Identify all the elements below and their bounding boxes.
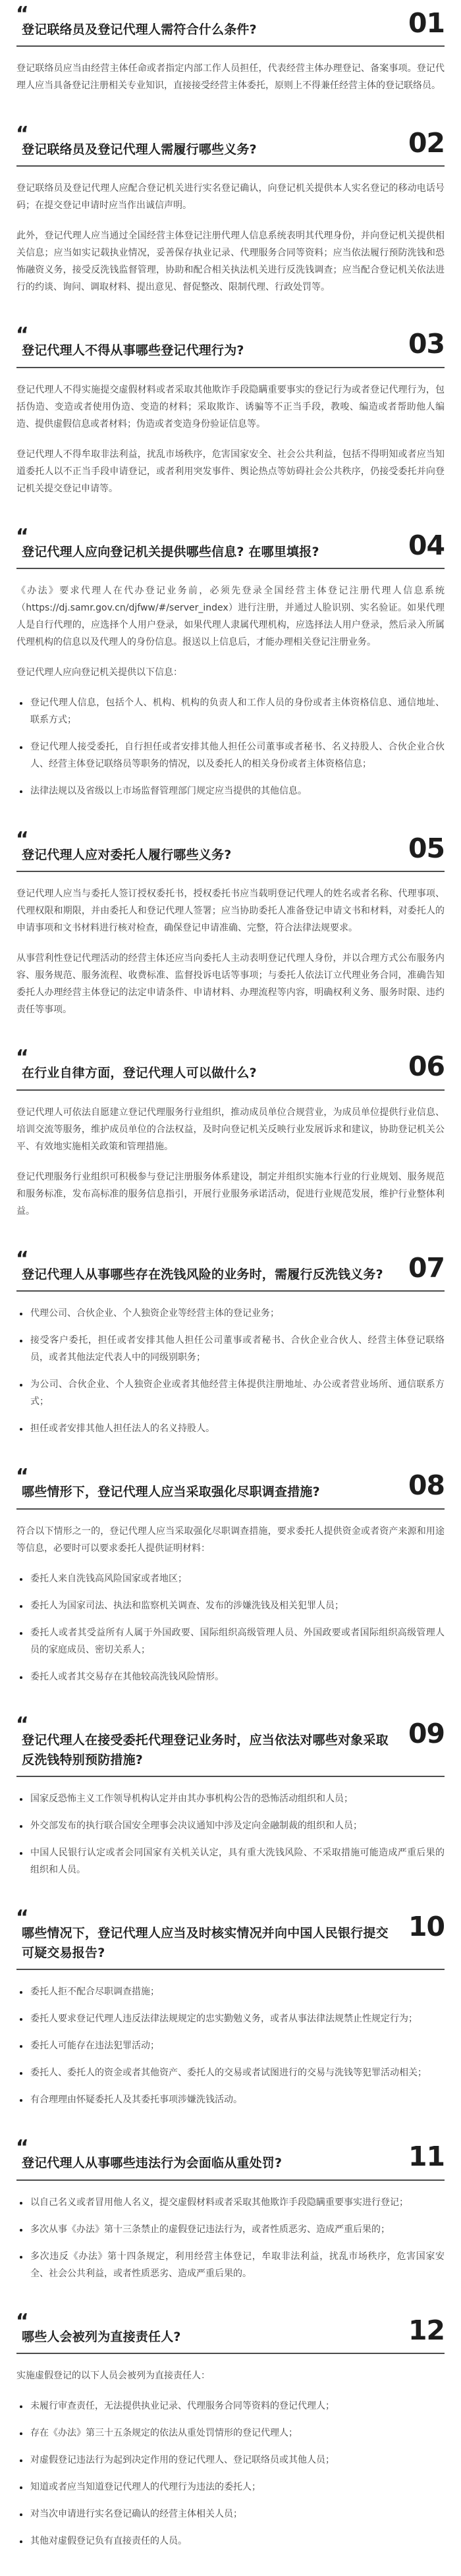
bullet-item: • 存在《办法》第三十五条规定的依法从重处罚情形的登记代理人； xyxy=(29,2425,445,2442)
section-header-left xyxy=(16,1713,399,1770)
paragraph: 登记联络员及登记代理人应配合登记机关进行实名登记确认，向登记机关提供本人实名登记的移动电话号码；在提交登记申请时应当作出诚信声明。 xyxy=(16,182,445,211)
section-header-left xyxy=(16,1465,399,1502)
faq-section xyxy=(16,1906,445,2108)
section-number: 01 xyxy=(408,7,445,39)
bullet-list xyxy=(16,1983,445,2108)
bullet-item: • 委托人可能存在违法犯罪活动； xyxy=(29,2037,445,2054)
bullet-item: • 委托人来自洗钱高风险国家或者地区； xyxy=(29,1570,445,1587)
section-header xyxy=(16,323,445,360)
bullet-item: • 未履行审查责任，无法提供执业记录、代理服务合同等资料的登记代理人； xyxy=(29,2398,445,2415)
section-header xyxy=(16,1046,445,1083)
section-header xyxy=(16,827,445,865)
section-number: 06 xyxy=(408,1051,445,1083)
section-number: 11 xyxy=(408,2141,445,2173)
faq-section xyxy=(16,827,445,1019)
section-number: 12 xyxy=(408,2314,445,2346)
paragraph: 从事营利性登记代理活动的经营主体还应当向委托人主动表明登记代理人身份，并以合理方式公布服务内容、服务规范、服务流程、收费标准、监督投诉电话等事项；与委托人依法订立代理业务合同，准确告知委托人办理经营主体登记的法定申请条件、申请材料、办理流程等内容，明确权利义务、服务时限、违约责任等事项。 xyxy=(16,953,445,1016)
bullet-item: • 登记代理人信息，包括个人、机构、机构的负责人和工作人员的身份或者主体资格信息、通信地址、联系方式； xyxy=(29,694,445,728)
section-header xyxy=(16,1713,445,1770)
section-header-left xyxy=(16,524,399,562)
heading-underline xyxy=(16,367,445,368)
section-body xyxy=(16,582,445,800)
paragraph: 登记联络员应当由经营主体任命或者指定内部工作人员担任，代表经营主体办理登记、备案事项。登记代理人应当具备登记注册相关专业知识，直接接受经营主体委托，原则上不得兼任经营主体的登记联络员。 xyxy=(16,63,445,92)
heading-underline xyxy=(16,1969,445,1970)
bullet-item: • 登记代理人接受委托，自行担任或者安排其他人担任公司董事或者秘书、名义持股人、合伙企业合伙人、经营主体登记联络员等职务的情况，以及委托人的相关身份或者主体资格信息； xyxy=(29,738,445,773)
paragraph: 登记代理人不得牟取非法利益，扰乱市场秩序，危害国家安全、社会公共利益，包括不得明知或者应当知道委托人以不正当手段申请登记，或者利用突发事件、舆论热点等妨碍社会公共秩序，仍接受委托并向登记机关提交登记申请等。 xyxy=(16,449,445,494)
faq-section xyxy=(16,2309,445,2550)
heading-underline xyxy=(16,871,445,872)
quote-icon: “ xyxy=(16,2309,29,2333)
bullet-item: • 委托人或者其交易存在其他较高洗钱风险情形。 xyxy=(29,1668,445,1685)
bullet-item: • 委托人要求登记代理人违反法律法规规定的忠实勤勉义务，或者从事法律法规禁止性规定行为； xyxy=(29,2010,445,2027)
section-body xyxy=(16,60,445,94)
section-title: 登记联络员及登记代理人需履行哪些义务? xyxy=(22,142,257,157)
bullet-item: • 法律法规以及省级以上市场监督管理部门规定应当提供的其他信息。 xyxy=(29,782,445,800)
bullet-item: • 多次从事《办法》第十三条禁止的虚假登记违法行为，或者性质恶劣、造成严重后果的； xyxy=(29,2221,445,2238)
faq-section xyxy=(16,2136,445,2282)
faq-section xyxy=(16,1247,445,1438)
heading-underline xyxy=(16,1776,445,1777)
paragraph: 符合以下情形之一的，登记代理人应当采取强化尽职调查措施，要求委托人提供资金或者资产来源和用途等信息，必要时可以要求委托人提供证明材料： xyxy=(16,1525,445,1554)
bullet-item: • 担任或者安排其他人担任法人的名义持股人。 xyxy=(29,1420,445,1437)
paragraph: 登记代理人可依法自愿建立登记代理服务行业组织，推动成员单位合规营业，为成员单位提供行业信息、培训交流等服务，维护成员单位的合法权益，及时向登记机关反映行业发展诉求和建议，协助登记机关公平、有效地实施相关政策和管理措施。 xyxy=(16,1107,445,1152)
heading-underline xyxy=(16,2179,445,2181)
heading-underline xyxy=(16,2353,445,2354)
heading-underline xyxy=(16,1290,445,1292)
section-number: 07 xyxy=(408,1251,445,1284)
section-header-left xyxy=(16,827,399,865)
heading-underline xyxy=(16,1508,445,1510)
bullet-item: • 对当次申请进行实名登记确认的经营主体相关人员； xyxy=(29,2506,445,2523)
bullet-item: • 外交部发布的执行联合国安全理事会决议通知中涉及定向金融制裁的组织和人员； xyxy=(29,1817,445,1834)
faq-section xyxy=(16,122,445,296)
section-header xyxy=(16,3,445,40)
section-body xyxy=(16,1983,445,2108)
quote-icon: “ xyxy=(16,1046,29,1070)
section-title: 登记代理人在接受委托代理登记业务时，应当依法对哪些对象采取反洗钱特别预防措施? xyxy=(22,1733,389,1767)
section-body xyxy=(16,381,445,497)
quote-icon: “ xyxy=(16,524,29,548)
section-body xyxy=(16,180,445,296)
paragraph: 此外，登记代理人应当通过全国经营主体登记注册代理人信息系统表明其代理身份，并向登记机关提供相关信息；应当如实记载执业情况，妥善保存执业记录、代理服务合同等资料；应当依法履行预防洗钱和恐怖融资义务，接受反洗钱监督管理，协助和配合相关执法机关进行反洗钱调查；应当配合登记机关依法进行的约谈、询问、调取材料、提出意见、督促整改、限制代理、行政处罚等。 xyxy=(16,231,445,293)
bullet-item: • 对虚假登记违法行为起到决定作用的登记代理人、登记联络员或其他人员； xyxy=(29,2452,445,2469)
heading-underline xyxy=(16,568,445,569)
section-header-left xyxy=(16,3,399,40)
section-header-left xyxy=(16,2309,399,2347)
quote-icon: “ xyxy=(16,1465,29,1489)
paragraph: 登记代理服务行业组织可积极参与登记注册服务体系建设，制定并组织实施本行业的行业规划、服务规范和服务标准，发布高标准的服务信息指引，开展行业服务承诺活动，促进行业规范发展，维护行业整体利益。 xyxy=(16,1171,445,1217)
section-body xyxy=(16,1104,445,1220)
bullet-item: • 接受客户委托，担任或者安排其他人担任公司董事或者秘书、合伙企业合伙人、经营主体登记联络员，或者其他法定代表人中的同级别职务； xyxy=(29,1332,445,1366)
quote-icon: “ xyxy=(16,323,29,347)
bullet-item: • 多次违反《办法》第十四条规定，利用经营主体登记，牟取非法利益，扰乱市场秩序，危害国家安全、社会公共利益，或者性质恶劣、造成严重后果的。 xyxy=(29,2248,445,2282)
bullet-item: • 为公司、合伙企业、个人独资企业或者其他经营主体提供注册地址、办公或者营业场所、通信联系方式； xyxy=(29,1376,445,1410)
section-number: 05 xyxy=(408,832,445,864)
section-number: 04 xyxy=(408,529,445,561)
section-body xyxy=(16,885,445,1018)
paragraph: 实施虚假登记的以下人员会被列为直接责任人： xyxy=(16,2370,210,2382)
heading-underline xyxy=(16,45,445,47)
bullet-list xyxy=(16,1570,445,1685)
section-body xyxy=(16,1790,445,1878)
bullet-item: • 委托人、委托人的资金或者其他资产、委托人的交易或者试图进行的交易与洗钱等犯罪活动相关； xyxy=(29,2064,445,2081)
heading-underline xyxy=(16,1089,445,1091)
bullet-item: • 其他对虚假登记负有直接责任的人员。 xyxy=(29,2533,445,2550)
faq-section xyxy=(16,1465,445,1685)
section-number: 02 xyxy=(408,126,445,159)
section-header-left xyxy=(16,323,399,360)
section-body xyxy=(16,2367,445,2550)
bullet-item: • 有合理理由怀疑委托人及其委托事项涉嫌洗钱活动。 xyxy=(29,2091,445,2108)
section-body xyxy=(16,1523,445,1685)
section-header xyxy=(16,122,445,159)
section-title: 登记代理人不得从事哪些登记代理行为? xyxy=(22,343,244,358)
bullet-item: • 代理公司、合伙企业、个人独资企业等经营主体的登记业务； xyxy=(29,1305,445,1322)
section-title: 登记代理人应对委托人履行哪些义务? xyxy=(22,847,232,862)
bullet-item: • 知道或者应当知道登记代理人的代理行为违法的委托人； xyxy=(29,2479,445,2496)
section-body xyxy=(16,2194,445,2282)
quote-icon: “ xyxy=(16,3,29,26)
paragraph: 《办法》要求代理人在代办登记业务前，必须先登录全国经营主体登记注册代理人信息系统（https://dj.samr.gov.cn/djfww/#/server_index）进行注册，并通过人脸识别、实名验证。如果代理人是自行代理的，应选择个人用户登录，如果代理人隶属代理机构，应选择法人用户登录，然后录入所属代理机构的信息以及代理人的身份信息。报送以上信息后，才能办理相关登记注册业务。 xyxy=(16,586,445,648)
section-body xyxy=(16,1305,445,1437)
section-header xyxy=(16,1247,445,1284)
section-header xyxy=(16,2136,445,2173)
paragraph: 登记代理人应当与委托人签订授权委托书，授权委托书应当载明登记代理人的姓名或者名称、代理事项、代理权限和期限，并由委托人和登记代理人签署；应当协助委托人准备登记申请文书和材料，对委托人的申请事项和文书材料进行核对检查，确保登记申请准确、完整，符合法律法规要求。 xyxy=(16,888,445,933)
paragraph: 登记代理人应向登记机关提供以下信息： xyxy=(16,667,182,678)
faq-section xyxy=(16,1046,445,1220)
section-number: 08 xyxy=(408,1469,445,1502)
section-number: 10 xyxy=(408,1911,445,1943)
section-title: 哪些情形下，登记代理人应当采取强化尽职调查措施? xyxy=(22,1485,320,1500)
section-header-left xyxy=(16,1906,399,1963)
section-title: 登记代理人从事哪些存在洗钱风险的业务时，需履行反洗钱义务? xyxy=(22,1267,383,1282)
section-header-left xyxy=(16,1046,399,1083)
quote-icon: “ xyxy=(16,1906,29,1930)
section-header-left xyxy=(16,2136,399,2173)
heading-underline xyxy=(16,165,445,167)
quote-icon: “ xyxy=(16,1247,29,1271)
quote-icon: “ xyxy=(16,1713,29,1737)
section-title: 哪些情况下，登记代理人应当及时核实情况并向中国人民银行提交可疑交易报告? xyxy=(22,1926,389,1960)
bullet-list xyxy=(16,694,445,800)
bullet-list xyxy=(16,1790,445,1878)
section-number: 09 xyxy=(408,1718,445,1750)
bullet-item: • 中国人民银行认定或者会同国家有关机关认定，具有重大洗钱风险、不采取措施可能造成严重后果的组织和人员。 xyxy=(29,1844,445,1878)
faq-section xyxy=(16,3,445,95)
bullet-item: • 委托人或者其受益所有人属于外国政要、国际组织高级管理人员、外国政要或者国际组织高级管理人员的家庭成员、密切关系人； xyxy=(29,1624,445,1658)
section-title: 登记代理人应向登记机关提供哪些信息? 在哪里填报? xyxy=(22,544,319,559)
section-header xyxy=(16,2309,445,2347)
bullet-item: • 委托人为国家司法、执法和监察机关调查、发布的涉嫌洗钱及相关犯罪人员； xyxy=(29,1597,445,1614)
section-header-left xyxy=(16,1247,399,1284)
quote-icon: “ xyxy=(16,827,29,851)
section-title: 登记代理人从事哪些违法行为会面临从重处罚? xyxy=(22,2156,283,2171)
section-title: 在行业自律方面，登记代理人可以做什么? xyxy=(22,1066,257,1081)
faq-section xyxy=(16,524,445,800)
faq-section xyxy=(16,1713,445,1878)
bullet-list xyxy=(16,1305,445,1437)
bullet-item: • 国家反恐怖主义工作领导机构认定并由其办事机构公告的恐怖活动组织和人员； xyxy=(29,1790,445,1807)
section-header xyxy=(16,1465,445,1502)
section-number: 03 xyxy=(408,328,445,360)
section-header-left xyxy=(16,122,399,159)
bullet-list xyxy=(16,2194,445,2282)
paragraph: 登记代理人不得实施提交虚假材料或者采取其他欺诈手段隐瞒重要事实的登记行为或者登记代理行为，包括伪造、变造或者使用伪造、变造的材料；采取欺诈、诱骗等不正当手段，教唆、编造或者帮助他人编造、提供虚假信息或者材料；伪造或者变造身份验证信息等。 xyxy=(16,384,445,429)
section-title: 哪些人会被列为直接责任人? xyxy=(22,2329,181,2344)
bullet-item: • 以自己名义或者冒用他人名义，提交虚假材料或者采取其他欺诈手段隐瞒重要事实进行登记； xyxy=(29,2194,445,2211)
quote-icon: “ xyxy=(16,2136,29,2160)
bullet-item: • 委托人拒不配合尽职调查措施； xyxy=(29,1983,445,2000)
section-title: 登记联络员及登记代理人需符合什么条件? xyxy=(22,22,257,37)
quote-icon: “ xyxy=(16,122,29,146)
faq-section xyxy=(16,323,445,497)
section-header xyxy=(16,1906,445,1963)
section-header xyxy=(16,524,445,562)
bullet-list xyxy=(16,2398,445,2550)
